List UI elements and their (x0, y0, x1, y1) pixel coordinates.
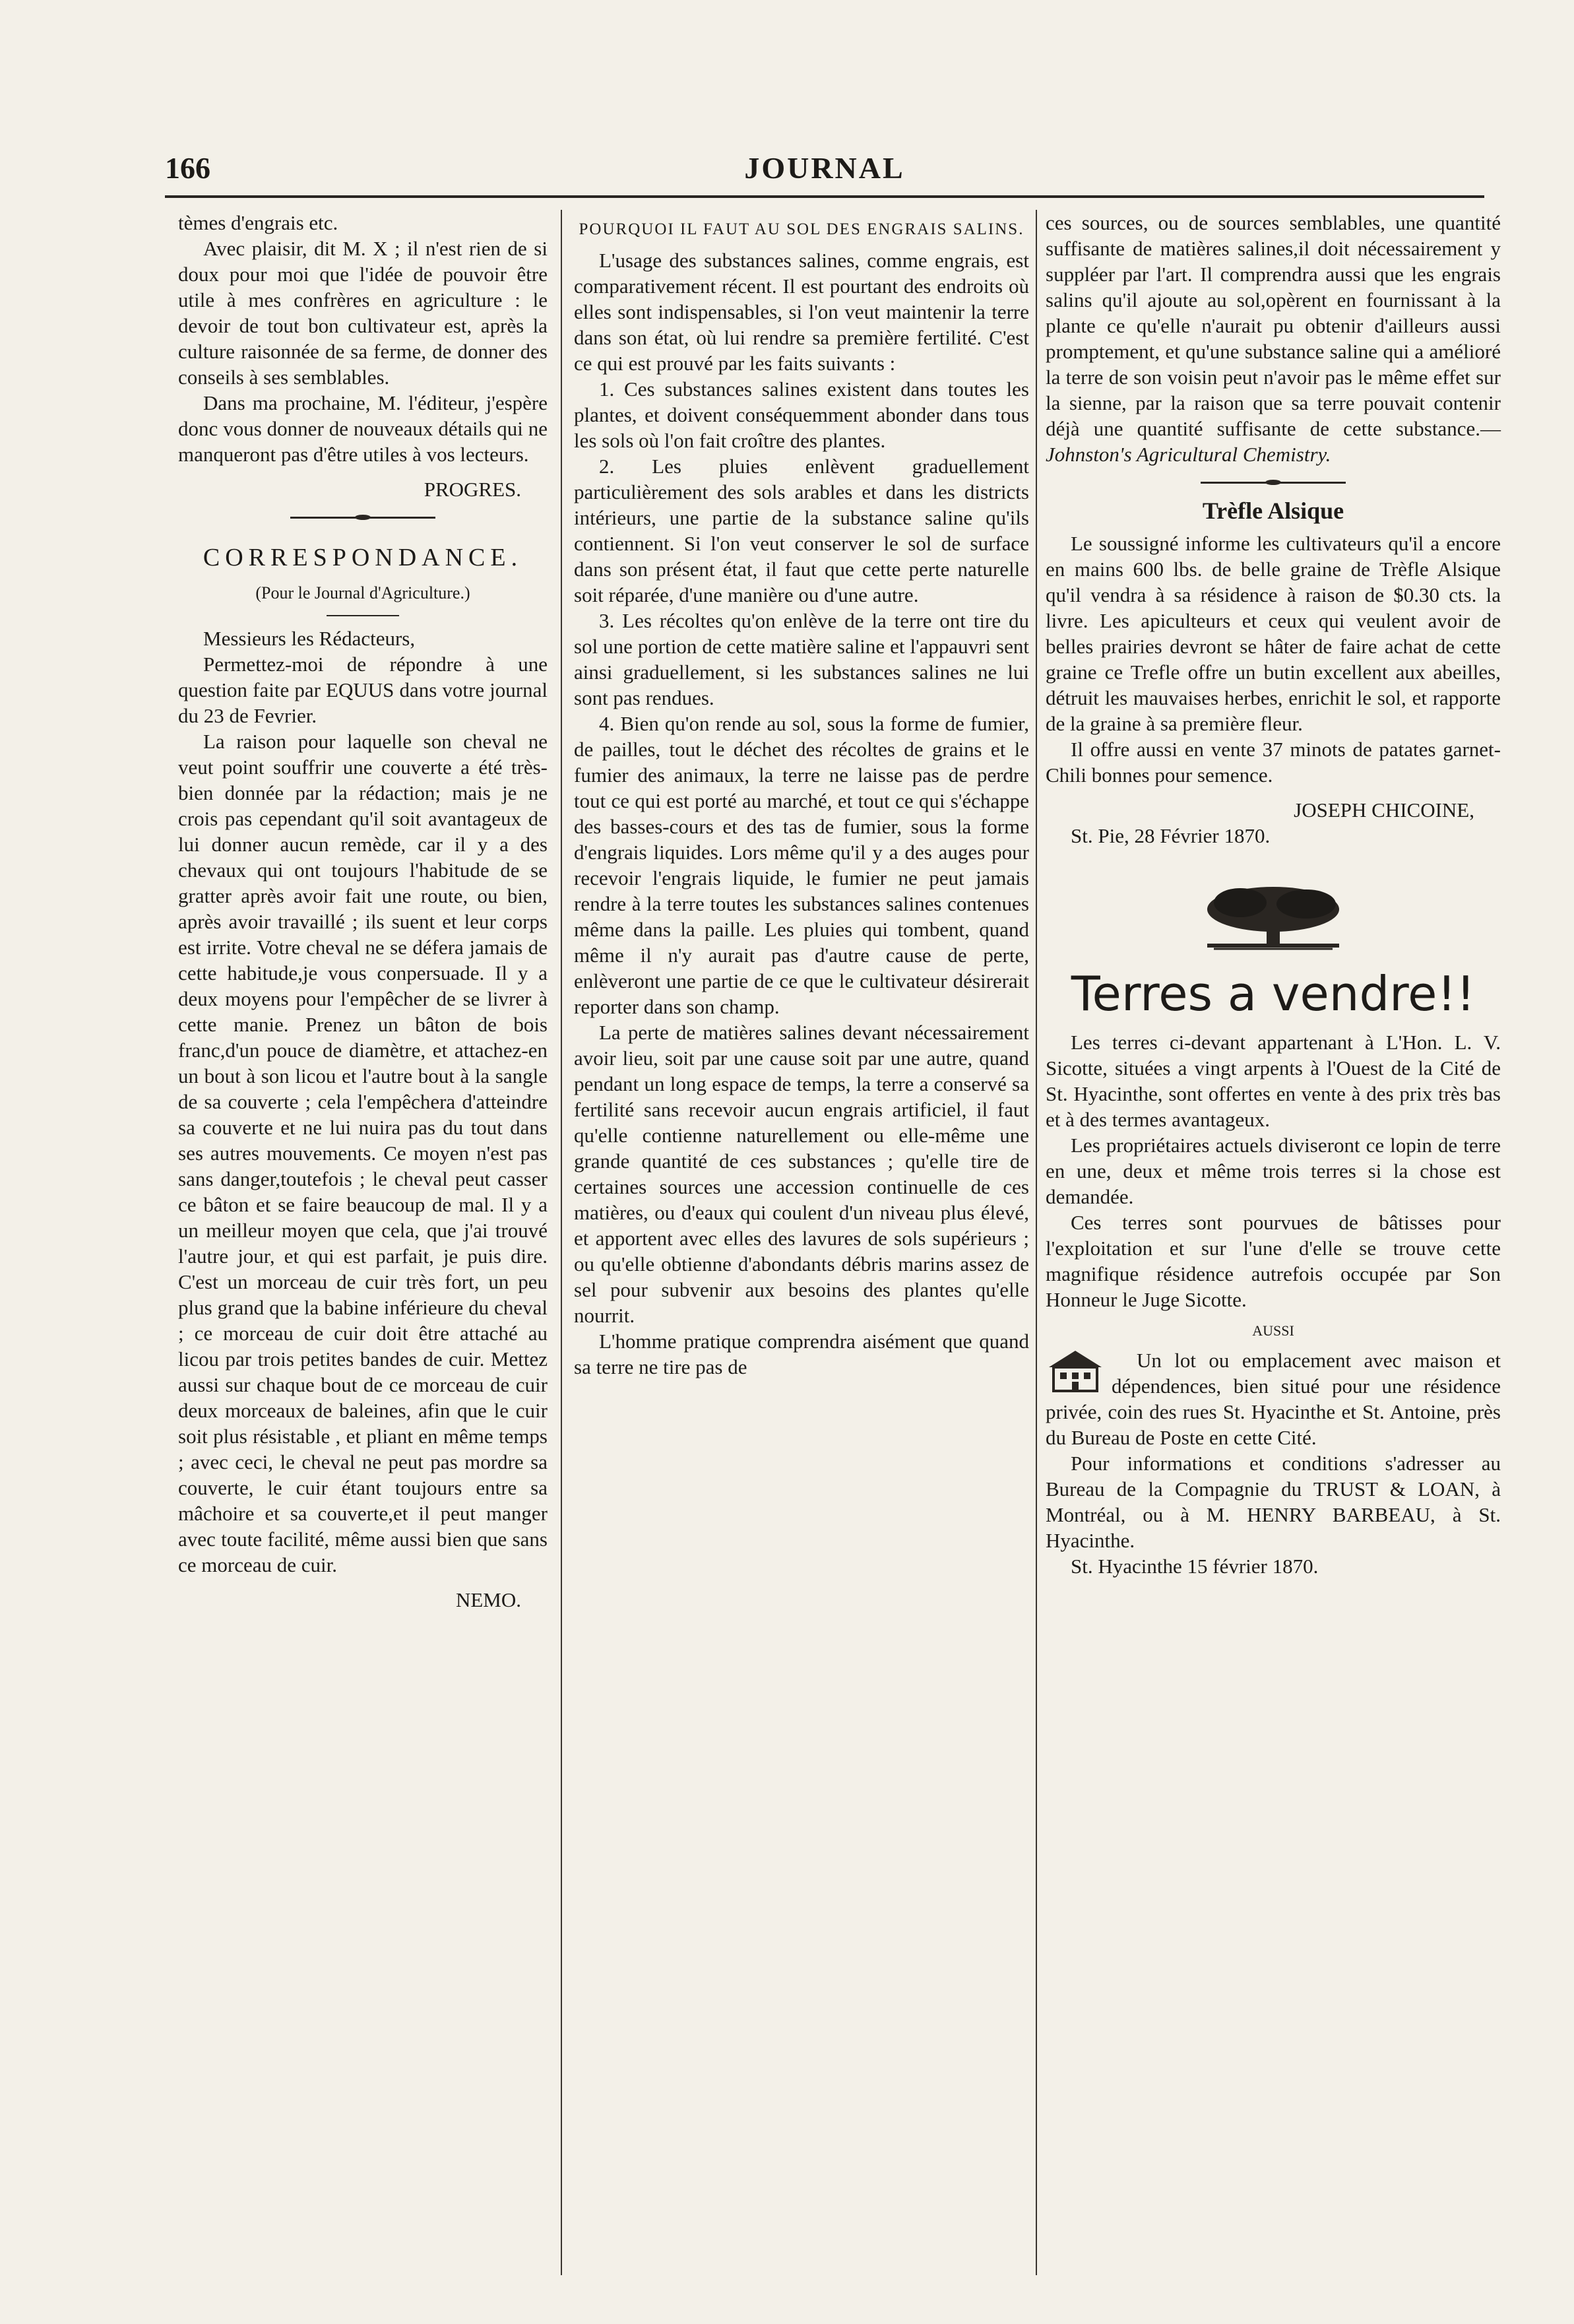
section-separator (290, 517, 435, 519)
section-label: AUSSI (1252, 1322, 1294, 1339)
paragraph: Les propriétaires actuels diviseront ce lopin de terre en une, deux et même trois terres si la chose est demandée. (1046, 1134, 1501, 1208)
column-divider (1036, 210, 1037, 2275)
paragraph: L'usage des substances salines, comme engrais, est comparativement récent. Il est pourtant des endroits où elles sont indispensables, si l'on veut maintenir la terre dans son état, où lui rendre sa première fertilité. C'est ce qui est prouvé par les faits suivants : (574, 249, 1029, 375)
signature: NEMO. (455, 1588, 521, 1611)
paragraph: L'homme pratique comprendra aisément que quand sa terre ne tire pas de (574, 1330, 1029, 1378)
ad-headline: Terres a vendre!! (1071, 966, 1476, 1021)
paragraph: Pour informations et conditions s'adresser au Bureau de la Compagnie du TRUST & LOAN, à Montréal, ou à M. HENRY BARBEAU, à St. Hyacinthe. (1046, 1452, 1501, 1552)
paragraph: 1. Ces substances salines existent dans toutes les plantes, et doivent conséquemment abonder dans tous les sols où l'on fait croître des plantes. (574, 377, 1029, 452)
column-divider (561, 210, 562, 2275)
paragraph: Permettez-moi de répondre à une question faite par EQUUS dans votre journal du 23 de Fevrier. (178, 653, 548, 727)
tree-illustration-icon (1201, 875, 1346, 954)
header-rule (165, 195, 1484, 198)
citation: Johnston's Agricultural Chemistry. (1046, 443, 1331, 466)
journal-title: JOURNAL (744, 151, 905, 185)
paragraph-text: ces sources, ou de sources semblables, une quantité suffisante de matières salines,il doit nécessairement y suppléer par l'art. Il comprendra aussi que les engrais salins qu'il ajoute au sol,opèrent en fournissant à la plante ce qu'elle n'aurait pu obtenir d'ailleurs aussi promptement, et qu'une substance saline qui a amélioré la terre de son voisin peut n'avoir pas le même effet sur la sienne, par la raison que sa terre pouvait contenir déjà une quantité suffisante de cette substance.— (1046, 211, 1501, 440)
salutation: Messieurs les Rédacteurs, (203, 627, 416, 650)
section-heading: CORRESPONDANCE. (203, 544, 523, 571)
paragraph (1046, 210, 1501, 467)
section-subheading: (Pour le Journal d'Agriculture.) (255, 583, 470, 602)
paragraph: 2. Les pluies enlèvent graduellement particulièrement des sols arables et dans les districts intérieurs, une partie de la substance saline qu'ils contiennent. Si l'on veut conserver le sol de surface dans son présent état, il faut que cette perte naturelle soit réparée, d'une manière ou d'une autre. (574, 455, 1029, 606)
house-illustration-icon (1046, 1347, 1105, 1394)
paragraph: La perte de matières salines devant nécessairement avoir lieu, soit par une cause soit par une autre, quand pendant un long espace de temps, la terre a conservé sa fertilité sans recevoir aucun engrais artificiel, il faut qu'elle contienne naturellement ou elle-même une grande quantité de ces substances ; qu'elle tire de certaines sources une accession continuelle de ces matières, ou d'eaux qui coulent d'un niveau plus élevé, et apportent avec elles des lavures de sols supérieurs ; ou qu'elle obtienne d'abondants débris marins assez de sel pour subvenir aux besoins des plantes qu'elle nourrit. (574, 1021, 1029, 1327)
article-title: POURQUOI IL FAUT AU SOL DES ENGRAIS SALINS. (579, 220, 1024, 238)
ad-title: Trèfle Alsique (1202, 498, 1344, 524)
column-1 (178, 210, 548, 1613)
paragraph-text: Un lot ou emplacement avec maison et dépendences, bien situé pour une résidence privée, coin des rues St. Hyacinthe et St. Antoine, près du Bureau de Poste en cette Cité. (1046, 1349, 1501, 1449)
signature: JOSEPH CHICOINE, (1294, 798, 1474, 822)
paragraph: Il offre aussi en vente 37 minots de patates garnet-Chili bonnes pour semence. (1046, 738, 1501, 787)
paragraph: Le soussigné informe les cultivateurs qu'il a encore en mains 600 lbs. de belle graine de Trèfle Alsique qu'il vendra à sa résidence à raison de $0.30 cts. la livre. Les apiculteurs et ceux qui veulent avoir de belles prairies devront se hâter de faire achat de cette graine ce Trefle offre un butin excellent aux abeilles, détruit les mauvaises herbes, enrichit le sol, et rapporte de la graine à sa première fleur. (1046, 532, 1501, 735)
paragraph (1046, 1347, 1501, 1450)
page-number: 166 (165, 151, 210, 185)
dateline: St. Pie, 28 Février 1870. (1071, 824, 1271, 847)
paragraph: Dans ma prochaine, M. l'éditeur, j'espère donc vous donner de nouveaux détails qui ne manqueront pas d'être utiles à vos lecteurs. (178, 391, 548, 466)
paragraph: La raison pour laquelle son cheval ne veut point souffrir une couverte a été très-bien donnée par la rédaction; mais je ne crois pas cependant qu'il soit avantageux de lui donner aucun remède, car il y a des chevaux qui ont toujours l'habitude de se gratter après avoir fait une route, ou bien, après avoir travaillé ; ils suent et leur corps est irrite. Votre cheval ne se défera jamais de cette habitude,je vous conpersuade. Il y a deux moyens pour l'empêcher de se livrer à cette manie. Prenez un bâton de bois franc,d'un pouce de diamètre, et attachez-en un bout à son licou et l'autre bout à la sangle de sa couverte ; cela l'empêchera d'atteindre sa couverte et ne lui nuira pas du tout dans ses autres mouvements. Ce moyen n'est pas sans danger,toutefois ; le cheval peut casser ce bâton et se faire beaucoup de mal. Il y a un meilleur moyen que cela, que j'ai trouvé l'autre jour, et qui est parfait, je puis dire. C'est un morceau de cuir très fort, un peu plus grand que la babine inférieure du cheval ; ce morceau de cuir doit être attaché au licou par trois petites bandes de cuir. Mettez aussi sur chaque bout de ce morceau de cuir deux morceaux de baleines, afin que le cuir soit plus résistable , et pliant en même temps ; avec ceci, le cheval ne peut pas mordre sa couverte, le cuir étant toujours entre sa mâchoire et sa couverte,et il peut manger avec toute facilité, même aussi bien que sans ce morceau de cuir. (178, 730, 548, 1576)
paragraph: 4. Bien qu'on rende au sol, sous la forme de fumier, de pailles, tout le déchet des récoltes de grains et le fumier des animaux, la terre ne laisse pas de perdre tout ce qui est porté au marché, et tout ce qui s'échappe des basses-cours et des tas de fumier, sous la forme d'engrais liquides. Lors même qu'il y a des auges pour recevoir l'engrais liquide, le fumier ne peut jamais rendre à la terre toutes les substances salines contenues même dans la paille. Les pluies qui tombent, quand même il n'y aurait pas d'autre cause de perte, enlèveront une partie de ce que le cultivateur désirerait reporter dans son champ. (574, 712, 1029, 1018)
column-3 (1046, 210, 1501, 1579)
dateline: St. Hyacinthe 15 février 1870. (1071, 1555, 1319, 1578)
section-separator (1201, 482, 1346, 484)
paragraph: tèmes d'engrais etc. (178, 211, 338, 234)
signature: PROGRES. (424, 478, 521, 501)
short-rule (327, 615, 399, 616)
paragraph: Les terres ci-devant appartenant à L'Hon. L. V. Sicotte, situées a vingt arpents à l'Ouest de la Cité de St. Hyacinthe, sont offertes en vente à des prix très bas et à des termes avantageux. (1046, 1031, 1501, 1131)
paragraph: Ces terres sont pourvues de bâtisses pour l'exploitation et sur l'une d'elle se trouve cette magnifique résidence autrefois occupée par Son Honneur le Juge Sicotte. (1046, 1211, 1501, 1311)
paragraph: 3. Les récoltes qu'on enlève de la terre ont tire du sol une portion de cette matière saline et l'appauvri sent ainsi graduellement, si les substances salines ne lui sont pas rendues. (574, 609, 1029, 709)
page-header (165, 150, 1484, 197)
paragraph: Avec plaisir, dit M. X ; il n'est rien de si doux pour moi que l'idée de pouvoir être utile à mes confrères en agriculture : le devoir de tout bon cultivateur est, après la culture raisonnée de sa ferme, de donner des conseils à ses semblables. (178, 237, 548, 389)
column-2 (574, 210, 1029, 1380)
